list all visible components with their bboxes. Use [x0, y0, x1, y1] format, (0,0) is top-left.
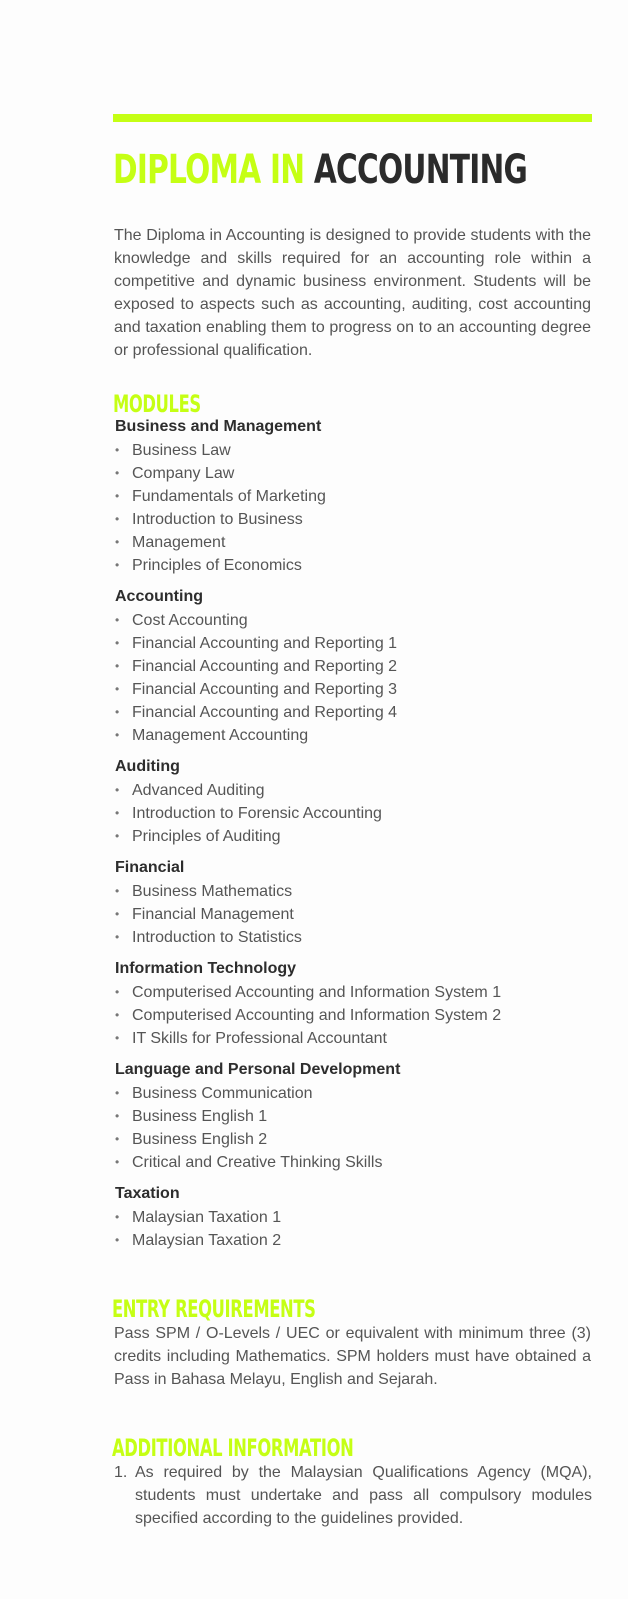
module-group — [115, 1060, 595, 1174]
modules-list — [115, 417, 595, 1262]
page-title — [113, 145, 527, 195]
module-item: • Introduction to Forensic Accounting — [115, 802, 595, 825]
module-item: • Business Mathematics — [115, 880, 595, 903]
module-item: • Business Communication — [115, 1082, 595, 1105]
entry-requirements-heading: ENTRY REQUIREMENTS — [112, 1295, 316, 1323]
module-item: • Fundamentals of Marketing — [115, 485, 595, 508]
module-item: • Financial Accounting and Reporting 1 — [115, 632, 595, 655]
module-item: • Financial Accounting and Reporting 2 — [115, 655, 595, 678]
additional-information-item — [114, 1461, 592, 1530]
module-item: • Business Law — [115, 439, 595, 462]
module-item: • Malaysian Taxation 1 — [115, 1206, 595, 1229]
entry-requirements-text: Pass SPM / O-Levels / UEC or equivalent with minimum three (3) credits including Mathematics. SPM holders must have obtained a Pass in Bahasa Melayu, English and Sejarah. — [114, 1325, 591, 1388]
module-item: • Introduction to Statistics — [115, 926, 595, 949]
module-item: • Principles of Auditing — [115, 825, 595, 848]
additional-information-list — [114, 1461, 592, 1530]
module-item: • Business English 2 — [115, 1128, 595, 1151]
module-item: • Malaysian Taxation 2 — [115, 1229, 595, 1252]
module-group — [115, 858, 595, 949]
module-group — [115, 959, 595, 1050]
module-item: • Computerised Accounting and Information System 2 — [115, 1004, 595, 1027]
module-group — [115, 417, 595, 577]
modules-heading: MODULES — [113, 390, 201, 418]
module-group-title: Language and Personal Development — [115, 1061, 401, 1078]
module-item: • Company Law — [115, 462, 595, 485]
page-title-accent: DIPLOMA IN — [113, 147, 305, 193]
module-group-title: Information Technology — [115, 960, 297, 977]
module-item-list — [115, 1082, 595, 1174]
page-title-main: ACCOUNTING — [313, 147, 528, 193]
module-group-title: Financial — [115, 859, 185, 876]
module-group-title: Auditing — [115, 758, 180, 775]
accent-divider-bar — [113, 114, 592, 122]
additional-information-text: As required by the Malaysian Qualifications Agency (MQA), students must undertake and pass all compulsory modules specified according to the guidelines provided. — [135, 1464, 592, 1527]
module-item: • Cost Accounting — [115, 609, 595, 632]
module-item: • IT Skills for Professional Accountant — [115, 1027, 595, 1050]
module-item: • Financial Management — [115, 903, 595, 926]
module-item: • Management Accounting — [115, 724, 595, 747]
module-item-list — [115, 880, 595, 949]
module-item-list — [115, 1206, 595, 1252]
module-item: • Computerised Accounting and Information System 1 — [115, 981, 595, 1004]
module-item: • Management — [115, 531, 595, 554]
module-item: • Business English 1 — [115, 1105, 595, 1128]
module-group-title: Accounting — [115, 588, 203, 605]
module-item: • Financial Accounting and Reporting 3 — [115, 678, 595, 701]
intro-paragraph: The Diploma in Accounting is designed to provide students with the knowledge and skills required for an accounting role within a competitive and dynamic business environment. Students will be exposed to aspects such as accounting, auditing, cost accounting and taxation enabling them to progress on to an accounting degree or professional qualification. — [114, 227, 591, 359]
module-item: • Critical and Creative Thinking Skills — [115, 1151, 595, 1174]
module-item: • Financial Accounting and Reporting 4 — [115, 701, 595, 724]
additional-information-heading: ADDITIONAL INFORMATION — [112, 1434, 354, 1462]
module-item: • Principles of Economics — [115, 554, 595, 577]
module-item-list — [115, 609, 595, 747]
module-group — [115, 587, 595, 747]
module-group-title: Taxation — [115, 1185, 180, 1202]
module-item-list — [115, 779, 595, 848]
module-item-list — [115, 439, 595, 577]
list-number: 1. — [114, 1464, 128, 1481]
module-group-title: Business and Management — [115, 418, 322, 435]
module-item: • Advanced Auditing — [115, 779, 595, 802]
module-item-list — [115, 981, 595, 1050]
module-group — [115, 757, 595, 848]
module-item: • Introduction to Business — [115, 508, 595, 531]
module-group — [115, 1184, 595, 1252]
